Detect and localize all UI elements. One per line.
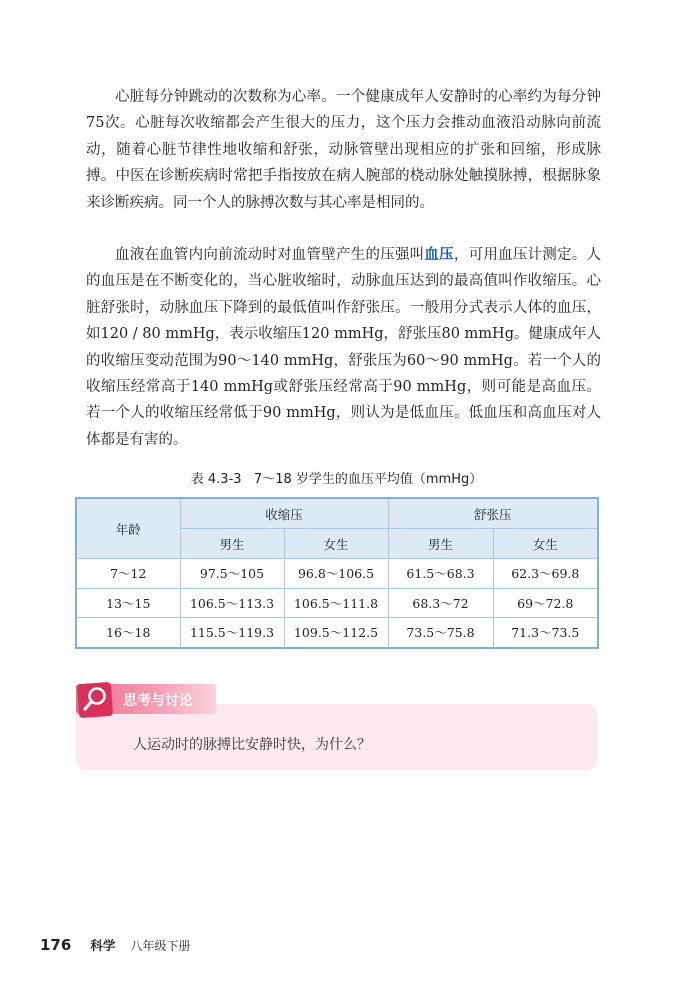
magnifier-icon (77, 682, 113, 718)
blood-pressure-table (75, 497, 599, 649)
subheader-male-diastolic: 男生 (388, 529, 493, 559)
table-cell-age: 16～18 (76, 618, 180, 648)
table-cell: 106.5～113.3 (180, 588, 284, 618)
table-cell: 71.3～73.5 (493, 618, 598, 648)
footer-grade: 八年级下册 (130, 939, 191, 953)
page-number: 176 (40, 936, 72, 954)
table-caption: 表 4.3-3 7～18 岁学生的血压平均值（mmHg） (190, 472, 483, 487)
page-footer (40, 935, 191, 954)
think-discussion-question: 人运动时的脉搏比安静时快，为什么？ (133, 737, 371, 753)
think-discussion-title: 思考与讨论 (123, 693, 193, 709)
table-cell-age: 7～12 (76, 559, 180, 589)
subheader-female-systolic: 女生 (284, 529, 388, 559)
table-row (76, 559, 598, 589)
table-cell: 97.5～105 (180, 559, 284, 589)
footer-subject: 科学 (90, 938, 116, 953)
table-cell: 96.8～106.5 (284, 559, 388, 589)
paragraph-heart-rate: 心脏每分钟跳动的次数称为心率。一个健康成年人安静时的心率约为每分钟75次。心脏每次收缩都会产生很大的压力，这个压力会推动血液沿动脉向前流动，随着心脏节律性地收缩和舒张，动脉管壁出现相应的扩张和回缩，形成脉搏。中医在诊断疾病时常把手指按放在病人腕部的桡动脉处触摸脉搏，根据脉象来诊断疾病。同一个人的脉搏次数与其心率是相同的。 (86, 89, 601, 211)
table-cell-age: 13～15 (76, 588, 180, 618)
table-row (76, 588, 598, 618)
table-cell: 106.5～111.8 (284, 588, 388, 618)
keyword-blood-pressure: 血压 (424, 247, 454, 263)
table-cell: 73.5～75.8 (388, 618, 493, 648)
table-cell: 109.5～112.5 (284, 618, 388, 648)
table-row (76, 618, 598, 648)
table-cell: 62.3～69.8 (493, 559, 598, 589)
subheader-male-systolic: 男生 (180, 529, 284, 559)
header-systolic: 收缩压 (180, 498, 388, 529)
paragraph-text-before: 血液在血管内向前流动时对血管壁产生的压强叫 (115, 247, 425, 263)
table-cell: 69～72.8 (493, 588, 598, 618)
paragraph-blood-pressure (86, 242, 601, 453)
table-cell: 115.5～119.3 (180, 618, 284, 648)
header-age: 年龄 (76, 498, 180, 559)
table-cell: 61.5～68.3 (388, 559, 493, 589)
paragraph-text-after: ，可用血压计测定。人的血压是在不断变化的，当心脏收缩时，动脉血压达到的最高值叫作收缩压。心脏舒张时，动脉血压下降到的最低值叫作舒张压。一般用分式表示人体的血压，如120 / 80 mmHg，表示收缩压120 mmHg，舒张压80 mmHg。健康成年人的收缩压变动范围为90～140 mmHg，舒张压为60～90 mmHg。若一个人的收缩压经常高于140 mmHg或舒张压经常高于90 mmHg，则可能是高血压。若一个人的收缩压经常低于90 mmHg，则认为是低血压。低血压和高血压对人体都是有害的。 (86, 247, 601, 448)
header-diastolic: 舒张压 (388, 498, 598, 529)
table-cell: 68.3～72 (388, 588, 493, 618)
subheader-female-diastolic: 女生 (493, 529, 598, 559)
